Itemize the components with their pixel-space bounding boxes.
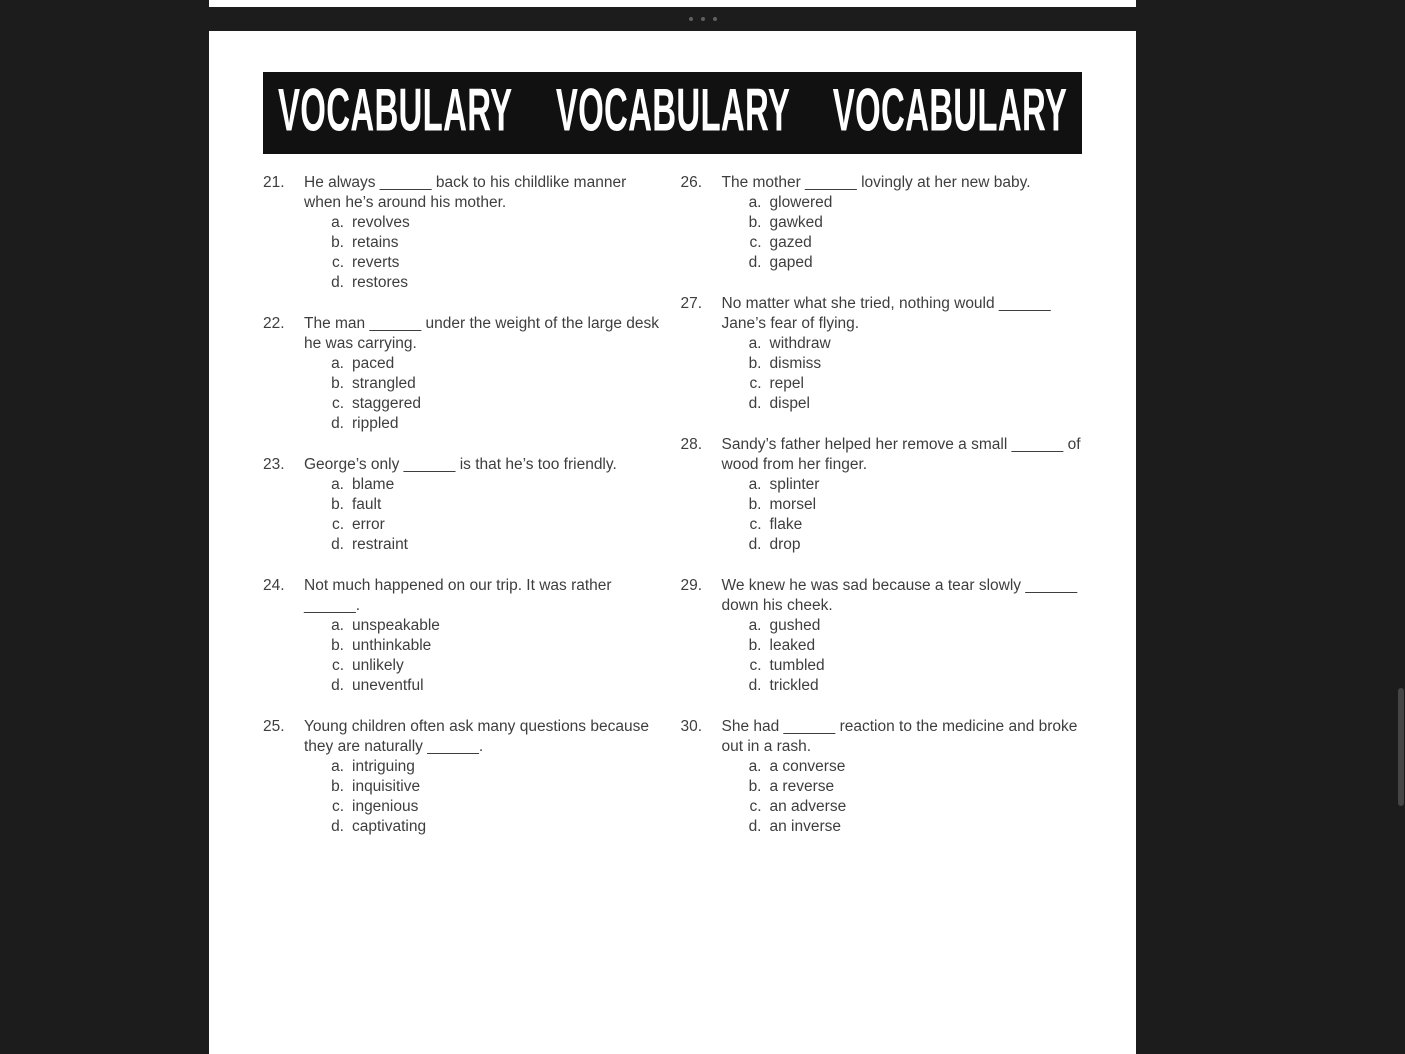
options-list [318,213,665,293]
question-stem: Not much happened on our trip. It was rather ______. [304,577,612,614]
option-letter: b. [748,214,762,231]
option-text: uneventful [352,677,424,694]
question-block [263,173,665,293]
option-letter: d. [748,395,762,412]
answer-option [318,777,665,797]
option-text: unthinkable [352,637,432,654]
question-block [263,455,665,555]
option-letter: b. [331,778,344,795]
answer-option [736,213,1083,233]
banner-word: VOCABULARY [555,76,790,144]
answer-option [736,676,1083,696]
answer-option [318,817,665,837]
option-text: strangled [352,375,416,392]
answer-option [318,253,665,273]
options-list [736,757,1083,837]
question-body [304,173,665,293]
option-text: dismiss [769,355,822,372]
option-text: reverts [352,254,400,271]
separator-dot-icon [701,17,705,21]
option-letter: a. [331,476,344,493]
option-letter: d. [331,415,344,432]
question-number: 29. [680,577,703,594]
question-body [304,576,665,696]
question-stem: Sandy’s father helped her remove a small ______ of wood from her finger. [721,436,1081,473]
option-letter: a. [748,758,762,775]
banner-word: VOCABULARY [832,76,1067,144]
answer-option [318,374,665,394]
option-text: fault [352,496,382,513]
options-list [736,616,1083,696]
question-stem: Young children often ask many questions because they are naturally ______. [304,718,649,755]
answer-option [736,636,1083,656]
vocabulary-banner [263,72,1082,154]
option-letter: b. [748,778,762,795]
question-stem: The mother ______ lovingly at her new baby. [721,174,1031,191]
question-number: 23. [263,456,285,473]
answer-option [736,253,1083,273]
option-text: captivating [352,818,427,835]
questions-area [263,173,1082,858]
option-text: an inverse [769,818,842,835]
answer-option [736,656,1083,676]
option-letter: a. [748,335,762,352]
questions-column-left [263,173,665,858]
option-text: dispel [769,395,810,412]
answer-option [318,495,665,515]
question-number: 27. [680,295,703,312]
answer-option [318,515,665,535]
question-number: 28. [680,436,703,453]
question-stem: The man ______ under the weight of the large desk he was carrying. [304,315,660,352]
option-text: drop [769,536,801,553]
answer-option [736,757,1083,777]
option-text: unlikely [352,657,404,674]
question-block [681,576,1083,696]
question-block [263,717,665,837]
question-body [722,173,1083,273]
question-body [304,717,665,837]
options-list [318,757,665,837]
option-letter: d. [331,536,344,553]
option-letter: b. [748,496,762,513]
option-letter: a. [331,214,344,231]
scrollbar-thumb[interactable] [1398,688,1404,806]
answer-option [736,334,1083,354]
document-page [209,31,1136,1054]
answer-option [736,515,1083,535]
questions-column-right [681,173,1083,858]
option-letter: c. [749,798,762,815]
answer-option [736,535,1083,555]
option-letter: c. [331,395,344,412]
option-text: gazed [769,234,812,251]
options-list [736,475,1083,555]
option-letter: c. [331,798,344,815]
option-letter: d. [748,254,762,271]
option-text: gushed [769,617,821,634]
option-letter: c. [749,657,762,674]
option-text: retains [352,234,399,251]
answer-option [736,817,1083,837]
option-letter: c. [331,516,344,533]
question-block [681,717,1083,837]
answer-option [736,495,1083,515]
question-body [304,455,665,555]
question-stem: We knew he was sad because a tear slowly ______ down his cheek. [721,577,1078,614]
option-letter: a. [331,355,344,372]
option-text: inquisitive [352,778,421,795]
option-text: revolves [352,214,410,231]
question-body [722,294,1083,414]
option-letter: a. [331,758,344,775]
question-body [722,435,1083,555]
answer-option [736,394,1083,414]
options-list [318,616,665,696]
separator-dot-icon [713,17,717,21]
answer-option [318,535,665,555]
option-text: restores [352,274,408,291]
question-number: 22. [263,315,285,332]
option-letter: c. [749,375,762,392]
option-text: an adverse [769,798,847,815]
question-block [263,314,665,434]
option-text: repel [769,375,804,392]
option-letter: d. [331,818,344,835]
option-text: unspeakable [352,617,440,634]
banner-word: VOCABULARY [278,76,513,144]
question-stem: He always ______ back to his childlike manner when he’s around his mother. [304,174,627,211]
question-number: 30. [680,718,703,735]
question-body [304,314,665,434]
options-list [736,193,1083,273]
option-letter: c. [749,234,762,251]
option-text: tumbled [769,657,825,674]
options-list [318,475,665,555]
question-block [681,294,1083,414]
option-text: gaped [769,254,813,271]
option-text: paced [352,355,395,372]
option-text: glowered [769,194,833,211]
option-letter: c. [331,657,344,674]
separator-dot-icon [689,17,693,21]
option-letter: a. [748,194,762,211]
answer-option [318,213,665,233]
answer-option [736,233,1083,253]
answer-option [736,475,1083,495]
option-letter: d. [748,818,762,835]
question-number: 26. [680,174,703,191]
option-text: trickled [769,677,819,694]
option-text: leaked [769,637,816,654]
question-number: 25. [263,718,285,735]
option-text: a converse [769,758,846,775]
answer-option [318,636,665,656]
option-text: withdraw [769,335,831,352]
answer-option [318,656,665,676]
question-body [722,717,1083,837]
option-text: error [352,516,385,533]
option-letter: b. [331,496,344,513]
answer-option [736,354,1083,374]
option-text: splinter [769,476,820,493]
option-letter: d. [331,677,344,694]
option-text: rippled [352,415,399,432]
option-letter: d. [331,274,344,291]
option-letter: b. [331,234,344,251]
answer-option [318,354,665,374]
previous-page-edge [209,0,1136,7]
option-text: gawked [769,214,823,231]
answer-option [318,797,665,817]
question-block [681,173,1083,273]
answer-option [318,616,665,636]
answer-option [736,797,1083,817]
option-text: a reverse [769,778,835,795]
option-letter: b. [748,355,762,372]
answer-option [318,233,665,253]
option-letter: a. [331,617,344,634]
answer-option [318,273,665,293]
option-letter: a. [748,476,762,493]
question-number: 21. [263,174,285,191]
answer-option [318,414,665,434]
option-letter: d. [748,536,762,553]
option-letter: b. [748,637,762,654]
option-letter: a. [748,617,762,634]
options-list [736,334,1083,414]
option-text: blame [352,476,395,493]
answer-option [318,394,665,414]
question-stem: George’s only ______ is that he’s too friendly. [304,456,617,473]
page-separator [0,7,1405,31]
option-letter: b. [331,375,344,392]
answer-option [736,777,1083,797]
answer-option [318,475,665,495]
option-text: flake [769,516,803,533]
option-text: intriguing [352,758,415,775]
option-text: restraint [352,536,408,553]
question-stem: She had ______ reaction to the medicine and broke out in a rash. [721,718,1078,755]
answer-option [318,757,665,777]
answer-option [736,374,1083,394]
question-stem: No matter what she tried, nothing would ______ Jane’s fear of flying. [721,295,1051,332]
option-letter: c. [331,254,344,271]
option-text: morsel [769,496,817,513]
question-number: 24. [263,577,285,594]
answer-option [736,616,1083,636]
option-text: staggered [352,395,421,412]
options-list [318,354,665,434]
answer-option [318,676,665,696]
answer-option [736,193,1083,213]
option-letter: b. [331,637,344,654]
option-text: ingenious [352,798,419,815]
option-letter: d. [748,677,762,694]
question-block [681,435,1083,555]
option-letter: c. [749,516,762,533]
question-block [263,576,665,696]
question-body [722,576,1083,696]
